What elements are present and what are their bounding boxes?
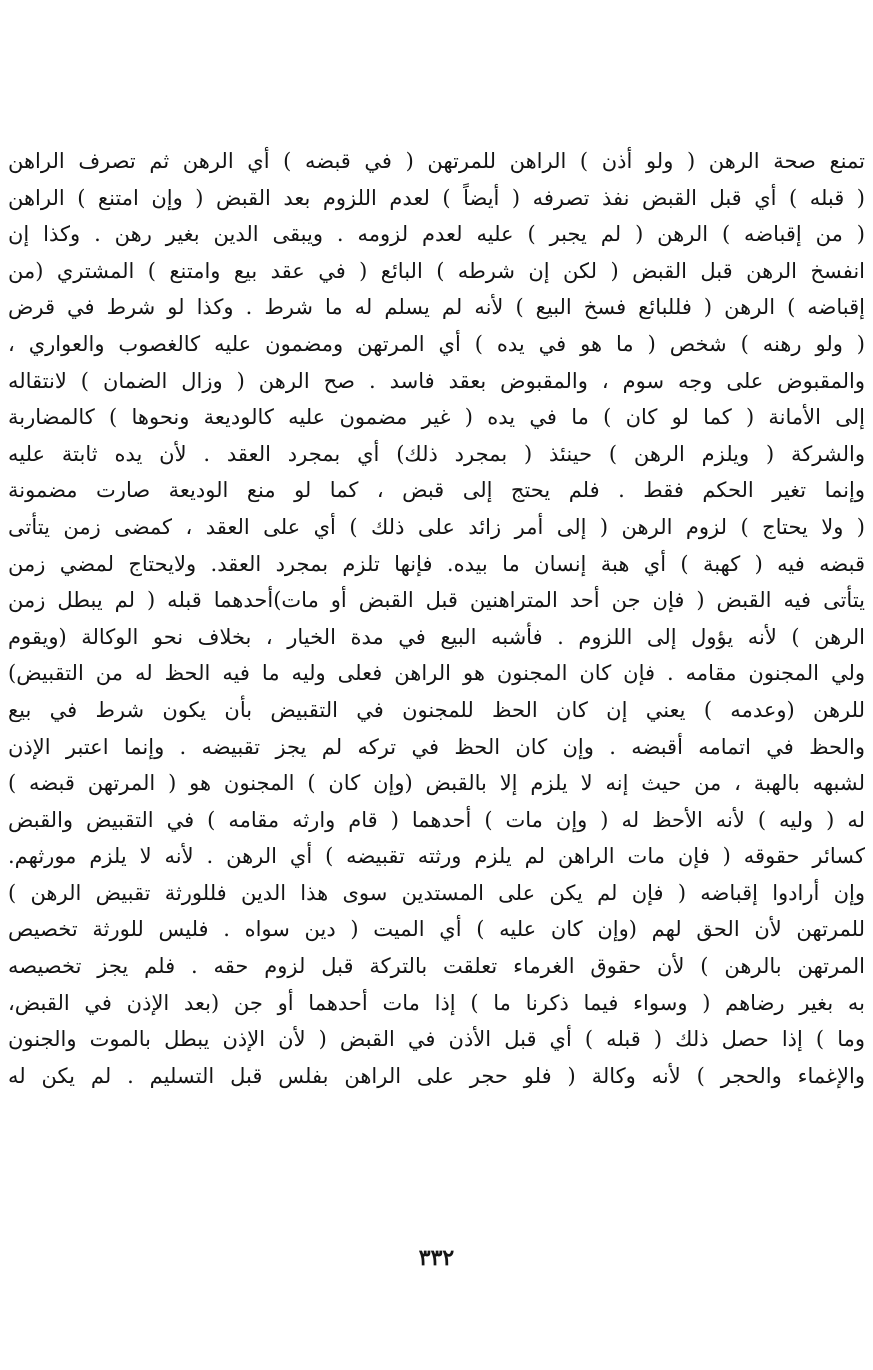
body-text [8,143,865,1094]
text-line: وإنما تغير الحكم فقط . فلم يحتج إلى قبض ، كما لو منع الوديعة صارت مضمونة [8,478,865,503]
text-line: المرتهن بالرهن ) لأن حقوق الغرماء تعلقت بالتركة قبل لزوم حقه . فلم يجز تخصيصه [8,954,865,979]
text-line: ( قبله ) أي قبل القبض نفذ تصرفه ( أيضاً ) لعدم اللزوم بعد القبض ( وإن امتنع ) الراهن [8,185,865,210]
text-line: تمنع صحة الرهن ( ولو أذن ) الراهن للمرتهن ( في قبضه ) أي الرهن ثم تصرف الراهن [8,149,865,173]
text-line: وإن أرادوا إقباضه ( فإن لم يكن على المستدين سوى هذا الدين فللورثة تقبيض الرهن ) [8,880,865,905]
text-line: يتأتى فيه القبض ( فإن جن أحد المتراهنين قبل القبض أو مات)أحدهما قبله ( لم يبطل زمن [8,588,865,613]
text-line: والإغماء والحجر ) لأنه وكالة ( فلو حجر على الراهن بفلس قبل التسليم . لم يكن له [8,1063,865,1088]
text-line: الرهن ) لأنه يؤول إلى اللزوم . فأشبه البيع في مدة الخيار ، بخلاف نحو الوكالة (ويقوم [8,624,865,649]
text-line: ( ولا يحتاج ) لزوم الرهن ( إلى أمر زائد على ذلك ) أي على العقد ، كمضى زمن يتأتى [8,514,865,539]
text-line: للمرتهن لأن الحق لهم (وإن كان عليه ) أي الميت ( دين سواه . فليس للورثة تخصيص [8,917,865,942]
text-line: إلى الأمانة ( كما لو كان ) ما في يده ( غير مضمون عليه كالوديعة ونحوها ) كالمضاربة [8,405,865,430]
text-line: كسائر حقوقه ( فإن مات الراهن لم يلزم ورثته تقبيضه ) أي الرهن . لأنه لا يلزم مورثهم. [8,844,865,869]
page-number: ٣٣٢ [418,1245,455,1271]
text-line: والمقبوض على وجه سوم ، والمقبوض بعقد فاسد . صح الرهن ( وزال الضمان ) لانتقاله [8,368,865,393]
text-line: ( ولو رهنه ) شخص ( ما هو في يده ) أي المرتهن ومضمون عليه كالغصوب والعواري ، [8,331,865,356]
text-line: والحظ في اتمامه أقبضه . وإن كان الحظ في تركه لم يجز تقبيضه . وإنما اعتبر الإذن [8,734,865,759]
text-line: قبضه فيه ( كهبة ) أي هبة إنسان ما بيده. فإنها تلزم بمجرد العقد. ولايحتاج لمضي زمن [8,551,865,576]
text-line: ( من إقباضه ) الرهن ( لم يجبر ) عليه لعدم لزومه . ويبقى الدين بغير رهن . وكذا إن [8,222,865,247]
text-line: انفسخ الرهن قبل القبض ( لكن إن شرطه ) البائع ( في عقد بيع وامتنع ) المشتري (من [8,258,865,283]
text-line: والشركة ( ويلزم الرهن ) حينئذ ( بمجرد ذلك) أي بمجرد العقد . لأن يده ثابتة عليه [8,441,865,466]
text-line: به بغير رضاهم ( وسواء فيما ذكرنا ما ) إذا مات أحدهما أو جن (بعد الإذن في القبض، [8,990,865,1015]
text-line: وما ) إذا حصل ذلك ( قبله ) أي قبل الأذن في القبض ( لأن الإذن يبطل بالموت والجنون [8,1027,865,1052]
text-line: للرهن (وعدمه ) يعني إن كان الحظ للمجنون في التقبيض بأن يكون شرط في بيع [8,697,865,722]
text-line: لشبهه بالهبة ، من حيث إنه لا يلزم إلا بالقبض (وإن كان ) المجنون هو ( المرتهن قبضه ) [8,771,865,796]
text-line: ولي المجنون مقامه . فإن كان المجنون هو الراهن فعلى وليه ما فيه الحظ له من التقبيض) [8,661,865,686]
text-line: إقباضه ) الرهن ( فللبائع فسخ البيع ) لأنه لم يسلم له ما شرط . وكذا لو شرط في قرض [8,295,865,320]
text-line: له ( وليه ) لأنه الأحظ له ( وإن مات ) أحدهما ( قام وارثه مقامه ) في التقبيض والقبض [8,807,865,832]
